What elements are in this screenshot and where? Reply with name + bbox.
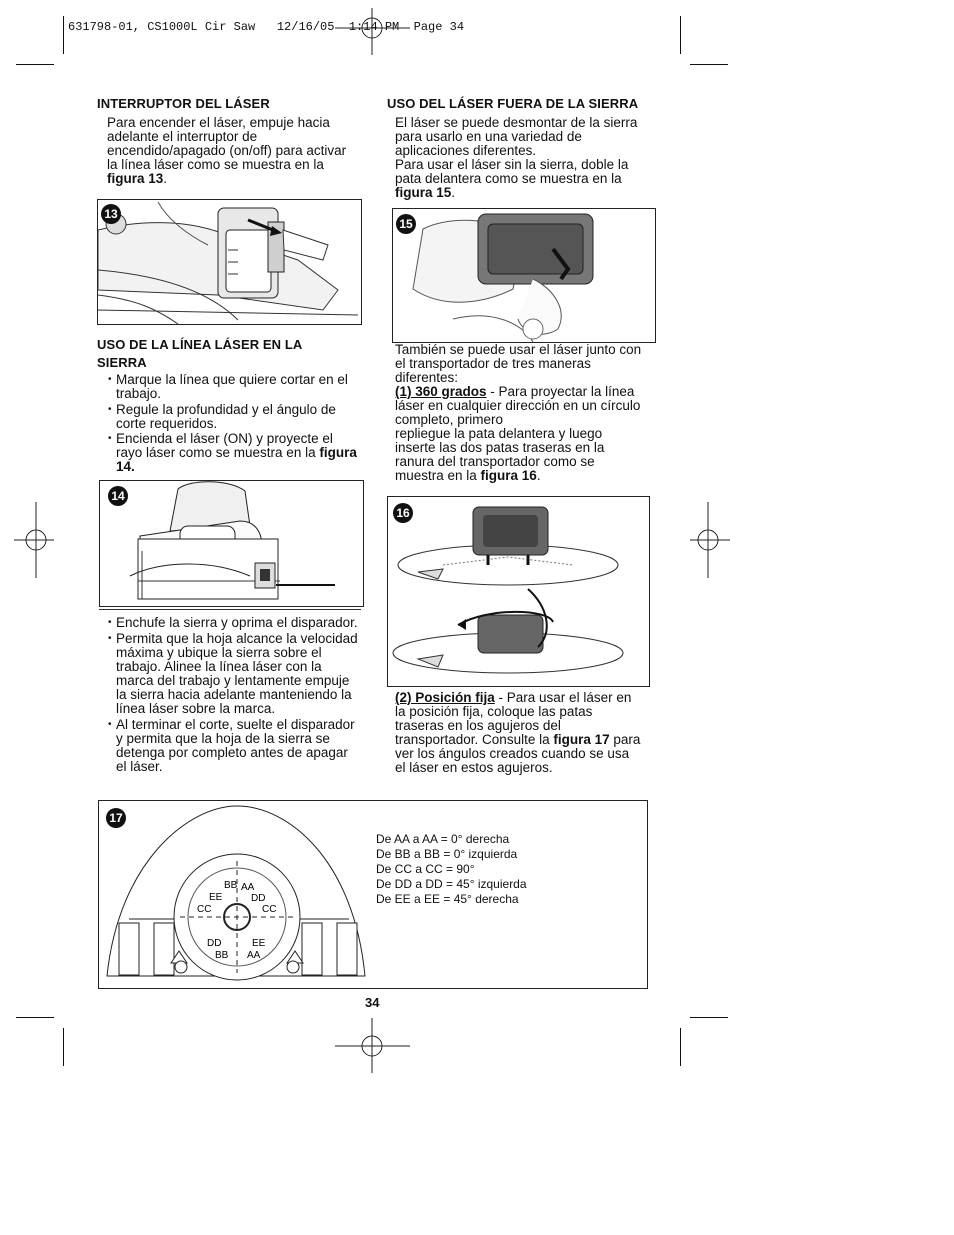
- legend-item: De DD a DD = 45° izquierda: [376, 877, 527, 891]
- label-dd: DD: [207, 938, 222, 949]
- paragraph: (2) Posición fija - Para usar el láser en la posición fija, coloque las patas traseras en los agujeros del transportador. Consulte la figura 17 para ver los ángulos creados cuando se usa el láser en estos agujeros.: [395, 690, 641, 775]
- figure-17: [98, 800, 648, 989]
- registration-mark: [690, 500, 730, 580]
- legend-item: De BB a BB = 0° izquierda: [376, 847, 518, 861]
- figure-number-badge: 14: [108, 486, 128, 506]
- label-aa: AA: [241, 882, 255, 893]
- paragraph: También se puede usar el láser junto con el transportador de tres maneras diferentes: (1) 360 grados - Para proyectar la línea láser en cualquier dirección en un círculo completo, primero repliegue la pata delantera y luego inserte las dos patas traseras en la ranura del transportador como se muestra en la figura 16.: [395, 342, 642, 483]
- crop-mark: [63, 1028, 64, 1066]
- angle-legend: [376, 832, 527, 907]
- bullet-item: • Enchufe la sierra y oprima el disparador.: [108, 615, 358, 630]
- crop-mark: [690, 64, 728, 65]
- section-heading: INTERRUPTOR DEL LÁSER: [97, 96, 270, 111]
- crop-mark: [680, 1028, 681, 1066]
- protractor-angle-diagram: [99, 801, 647, 988]
- bullet-item: • Encienda el láser (ON) y proyecte el rayo láser como se muestra en la figura 14.: [108, 431, 357, 474]
- legend-item: De AA a AA = 0° derecha: [376, 832, 510, 846]
- paragraph: Para encender el láser, empuje hacia adelante el interruptor de encendido/apagado (on/off) para activar la línea láser como se muestra en la figura 13.: [107, 115, 347, 186]
- print-slug: 631798-01, CS1000L Cir Saw 12/16/05 1:14 PM Page 34: [68, 20, 465, 34]
- laser-on-protractor-illustration: [388, 497, 649, 686]
- figure-number-badge: 17: [106, 808, 126, 828]
- crop-mark: [16, 1017, 54, 1018]
- bullet-item: • Marque la línea que quiere cortar en el trabajo.: [108, 372, 348, 401]
- section-heading: USO DE LA LÍNEA LÁSER EN LA SIERRA: [97, 337, 303, 370]
- paragraph: El láser se puede desmontar de la sierra para usarlo en una variedad de aplicaciones diferentes. Para usar el láser sin la sierra, doble la pata delantera como se muestra en la figura 15.: [395, 115, 638, 200]
- registration-mark: [14, 500, 54, 580]
- crop-mark: [690, 1017, 728, 1018]
- label-bb: BB: [215, 950, 229, 961]
- figure-13: [97, 199, 362, 325]
- label-cc: CC: [262, 904, 277, 915]
- page-number: 34: [365, 995, 380, 1010]
- label-bb: BB: [224, 880, 238, 891]
- figure-number-badge: 13: [101, 204, 121, 224]
- saw-laser-line-illustration: [100, 481, 363, 606]
- legend-item: De CC a CC = 90°: [376, 862, 475, 876]
- saw-laser-switch-illustration: [98, 200, 361, 324]
- figure-15: [392, 208, 656, 343]
- bullet-item: • Permita que la hoja alcance la velocidad máxima y ubique la sierra sobre el trabajo. Alinee la línea láser con la marca del trabajo y lentamente empuje la sierra hacia adelante manteniendo la línea láser sobre la marca.: [108, 631, 358, 716]
- label-cc: CC: [197, 904, 212, 915]
- bullet-item: • Regule la profundidad y el ángulo de corte requeridos.: [108, 402, 336, 431]
- section-heading: USO DEL LÁSER FUERA DE LA SIERRA: [387, 96, 639, 111]
- registration-mark: [335, 1018, 415, 1078]
- crop-mark: [63, 16, 64, 54]
- figure-number-badge: 16: [393, 503, 413, 523]
- divider: [99, 609, 361, 610]
- bullet-item: • Al terminar el corte, suelte el disparador y permita que la hoja de la sierra se detenga por completo antes de apagar el láser.: [108, 717, 355, 774]
- label-aa: AA: [247, 950, 261, 961]
- crop-mark: [680, 16, 681, 54]
- legend-item: De EE a EE = 45° derecha: [376, 892, 519, 906]
- label-ee: EE: [209, 892, 223, 903]
- label-ee: EE: [252, 938, 266, 949]
- figure-14: [99, 480, 364, 607]
- laser-detach-hands-illustration: [393, 209, 655, 342]
- figure-16: [387, 496, 650, 687]
- crop-mark: [16, 64, 54, 65]
- label-dd: DD: [251, 893, 266, 904]
- figure-number-badge: 15: [396, 214, 416, 234]
